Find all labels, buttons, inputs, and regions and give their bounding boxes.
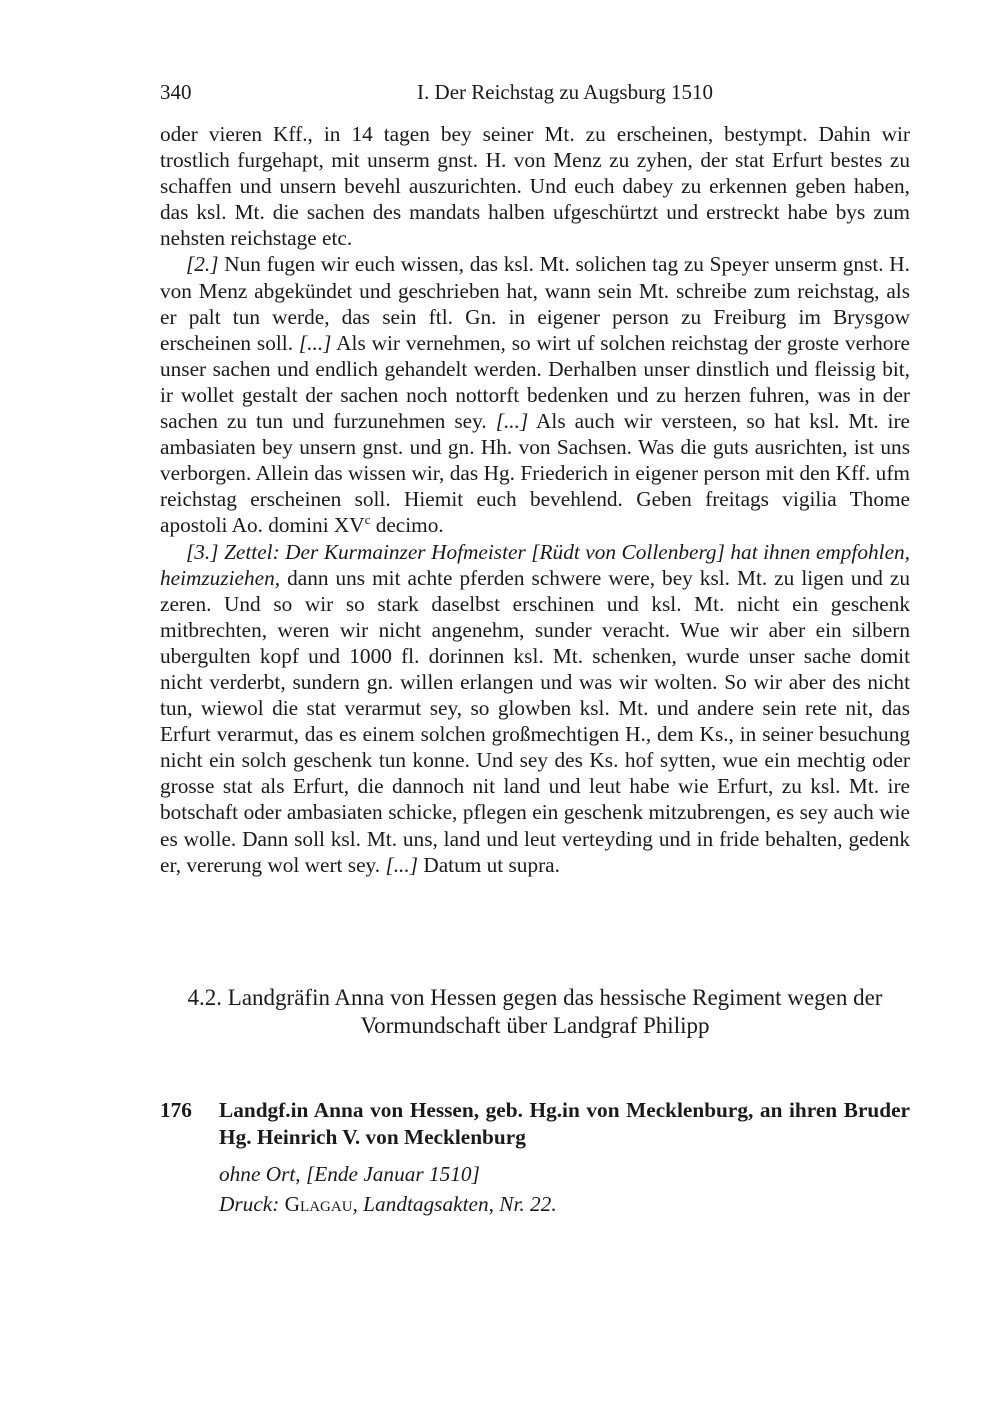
ellipsis-3: [...] [385,852,418,877]
document-meta [219,1159,910,1219]
document-title: Landgf.in Anna von Hessen, geb. Hg.in von Mecklenburg, an ihren Bruder Hg. Heinrich V. von Mecklenburg [219,1098,910,1149]
paragraph-3-italic: [3.] Zettel: Der Kurmainzer Hofmeister [Rüdt von Collenberg] hat ihnen empfohlen, heimzuziehen, [160,539,910,590]
superscript-c: c [364,513,371,528]
paragraph-2-text-b: Als wir vernehmen, so wirt uf solchen reichstag der groste verhore unser sachen und endlich gehandelt werden. Derhalben unser dinstlich und fleissig bit, ir wollet gestalt der sachen noch nottorft bedenken und zu herzen fuhren, was in der sachen zu tun und furzunehmen sey. [160,330,911,434]
print-author: Glagau [284,1192,353,1216]
paragraph-2-text-c: Als auch wir versteen, so hat ksl. Mt. ire ambasiaten bey unsern gnst. und gn. Hh. von Sachsen. Was die guts ausrichten, ist uns verborgen. Allein das wissen wir, das Hg. Friederich in eigener person mit den Kff. ufm reichstag erscheinen soll. Hiemit euch bevehlend. Geben freitags vigilia Thome apostoli Ao. domini XV [160,409,910,538]
document-entry [160,1097,910,1219]
ellipsis-2: [...] [495,409,529,434]
paragraph-3-text-a: dann uns mit achte pferden schwere were, bey ksl. Mt. zu ligen und zu zeren. Und so wir so stark daselbst erschinen und ksl. Mt. nicht ein geschenk mitbrechten, weren wir nicht angenehm, sunder veracht. Wue wir aber ein silbern ubergulten kopf und 1000 fl. dorinnen ksl. Mt. schenken, wurde unser sache domit nicht verderbt, sundern gn. willen erlangen und was wir wolten. So wir aber des nicht tun, wiewol die stat verarmut sey, so glowben ksl. Mt. und andere sein rete nit, das Erfurt verarmut, das es einem solchen großmechtigen H., dem Ks., in seiner besuchung nicht ein solch geschenk tun konne. Und sey des Ks. hof sytten, wue ein mechtig oder grosse stat als Erfurt, die dannoch nit land und leut habe wie Erfurt, zu ksl. Mt. ire botschaft oder ambasiaten schicke, pflegen ein geschenk mitzubrengen, es sey auch wie es wolle. Dann soll ksl. Mt. uns, land und leut verteyding und in fride behalten, gedenk er, vererung wol wert sey. [160,565,910,877]
paragraph-3 [160,539,910,878]
paragraph-1: oder vieren Kff., in 14 tagen bey seiner Mt. zu erscheinen, bestympt. Dahin wir trostlich furgehapt, mit unserm gnst. H. von Menz zu zyhen, der stat Erfurt bestes zu schaffen und unsern bevehl auszurichten. Und euch dabey zu erkennen geben haben, das ksl. Mt. die sachen des mandats halben ufgeschürtzt und erstreckt habe bys zum nehsten reichstage etc. [160,122,910,251]
body-text [160,121,910,878]
paragraph-2-label: [2.] [186,252,219,277]
running-title: I. Der Reichstag zu Augsburg 1510 [417,80,713,104]
print-label: Druck: [219,1192,280,1216]
document-number: 176 [160,1098,192,1122]
section-title: 4.2. Landgräfin Anna von Hessen gegen das hessische Regiment wegen der Vormundschaft über Landgraf Philipp [187,985,883,1038]
paragraph-2-text-a: Nun fugen wir euch wissen, das ksl. Mt. solichen tag zu Speyer unserm gnst. H. von Menz abgekündet und geschrieben hat, wann sein Mt. schreibe zum reichstag, als er palt tun werde, das sein ftl. Gn. in eigener person zu Freiburg im Brysgow erscheinen soll. [160,252,910,355]
ellipsis-1: [...] [298,330,332,355]
page-header [160,80,910,110]
paragraph-2 [160,251,910,538]
page-number: 340 [160,80,192,104]
place-date: ohne Ort, [Ende Januar 1510] [219,1162,480,1186]
print-ref: , Landtagsakten, Nr. 22. [352,1192,557,1216]
paragraph-3-text-b: Datum ut supra. [418,852,560,877]
print-reference [219,1189,910,1219]
paragraph-2-text-d: decimo. [370,513,444,538]
